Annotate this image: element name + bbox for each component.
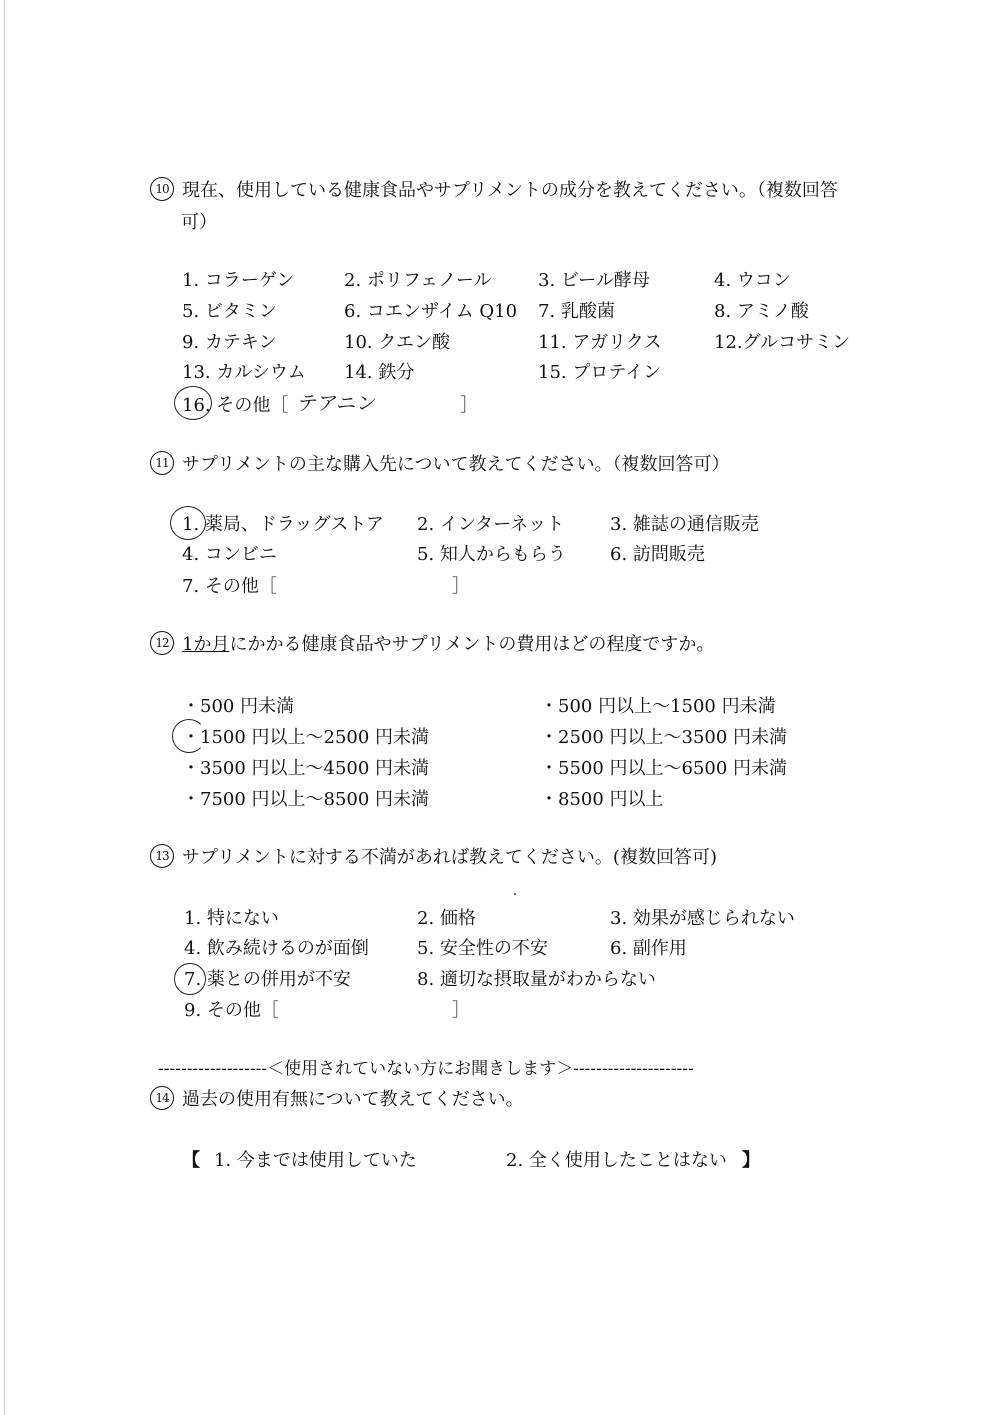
q13-header [150,843,717,869]
q11-option-2[interactable]: 2. インターネット [417,514,565,535]
q12-option-5[interactable]: ・3500 円以上～4500 円未満 [182,758,430,779]
q14-header [150,1085,524,1111]
q10-option-11[interactable]: 11. アガリクス [538,332,662,353]
q12-option-2[interactable]: ・500 円以上～1500 円未満 [540,696,776,717]
q13-number: 13 [150,844,174,868]
q13-option-5[interactable]: 5. 安全性の不安 [417,938,548,959]
q14-option-1[interactable]: 1. 今までは使用していた [214,1150,417,1171]
q11-option-6[interactable]: 6. 訪問販売 [610,544,705,565]
scan-speck [514,893,516,895]
q10-text-line2: 可） [181,212,217,233]
q10-option-16-label[interactable]: 16. その他［ [182,395,289,416]
q14-bracket-open: 【 [182,1150,200,1171]
q13-option-4[interactable]: 4. 飲み続けるのが面倒 [184,938,369,959]
q12-number: 12 [150,631,174,655]
q12-text: にかかる健康食品やサプリメントの費用はどの程度ですか。 [229,634,715,655]
q11-option-1[interactable]: 1. 薬局、ドラッグストア [182,514,384,535]
q13-text: サプリメントに対する不満があれば教えてください。(複数回答可) [182,847,717,868]
q10-selection-circle [174,386,212,420]
q10-option-4[interactable]: 4. ウコン [714,270,791,291]
q10-text-line1: 現在、使用している健康食品やサプリメントの成分を教えてください。（複数回答 [182,180,838,201]
q13-option-8[interactable]: 8. 適切な摂取量がわからない [417,969,656,990]
q11-header [150,450,730,476]
q10-option-1[interactable]: 1. コラーゲン [182,270,295,291]
q11-other-close-bracket: ］ [452,576,470,597]
q10-option-15[interactable]: 15. プロテイン [538,362,662,383]
q14-text: 過去の使用有無について教えてください。 [182,1089,524,1110]
q11-option-5[interactable]: 5. 知人からもらう [417,544,566,565]
q10-option-3[interactable]: 3. ビール酵母 [538,270,650,291]
q13-selection-circle [174,963,206,995]
q10-option-6[interactable]: 6. コエンザイム Q10 [344,301,518,322]
section-divider: -------------------＜使用されていない方にお聞きします＞--------------------- [158,1059,694,1079]
q10-option-9[interactable]: 9. カテキン [182,332,277,353]
q10-other-close-bracket: ］ [460,395,478,416]
q13-option-3[interactable]: 3. 効果が感じられない [610,908,795,929]
q13-option-2[interactable]: 2. 価格 [417,908,476,929]
q14-bracket-close: 】 [742,1150,760,1171]
q12-text-underlined: 1か月 [182,634,230,655]
q10-option-7[interactable]: 7. 乳酸菌 [538,301,615,322]
q10-option-8[interactable]: 8. アミノ酸 [714,301,809,322]
q13-option-6[interactable]: 6. 副作用 [610,938,687,959]
q10-option-13[interactable]: 13. カルシウム [182,362,306,383]
scan-edge-line [4,0,5,1415]
q11-text: サプリメントの主な購入先について教えてください。（複数回答可） [182,454,730,475]
q10-option-10[interactable]: 10. クエン酸 [344,332,450,353]
q10-header [150,176,838,202]
q10-number: 10 [150,177,174,201]
q13-option-7[interactable]: 7. 薬との併用が不安 [184,969,351,990]
q11-option-3[interactable]: 3. 雑誌の通信販売 [610,514,759,535]
q12-option-7[interactable]: ・7500 円以上～8500 円未満 [182,789,430,810]
q10-option-5[interactable]: 5. ビタミン [182,301,277,322]
q10-option-14[interactable]: 14. 鉄分 [344,362,415,383]
q12-selection-circle [172,719,206,753]
q10-option-2[interactable]: 2. ポリフェノール [344,270,492,291]
q11-option-7[interactable]: 7. その他［ [182,576,277,597]
q13-option-1[interactable]: 1. 特にない [184,908,279,929]
q14-number: 14 [150,1086,174,1110]
q10-option-12[interactable]: 12.グルコサミン [714,332,851,353]
q12-option-3[interactable]: ・1500 円以上～2500 円未満 [182,727,430,748]
q12-option-6[interactable]: ・5500 円以上～6500 円未満 [540,758,788,779]
q10-handwritten-answer: テアニン [296,391,379,415]
q12-option-8[interactable]: ・8500 円以上 [540,789,664,810]
q14-option-2[interactable]: 2. 全く使用したことはない [506,1150,727,1171]
q11-selection-circle [170,506,206,540]
q12-option-1[interactable]: ・500 円未満 [182,696,295,717]
q11-number: 11 [150,451,174,475]
q12-header [150,630,714,656]
q13-option-9[interactable]: 9. その他［ [184,1000,279,1021]
q13-other-close-bracket: ］ [452,1000,470,1021]
q12-option-4[interactable]: ・2500 円以上～3500 円未満 [540,727,788,748]
q11-option-4[interactable]: 4. コンビニ [182,544,277,565]
